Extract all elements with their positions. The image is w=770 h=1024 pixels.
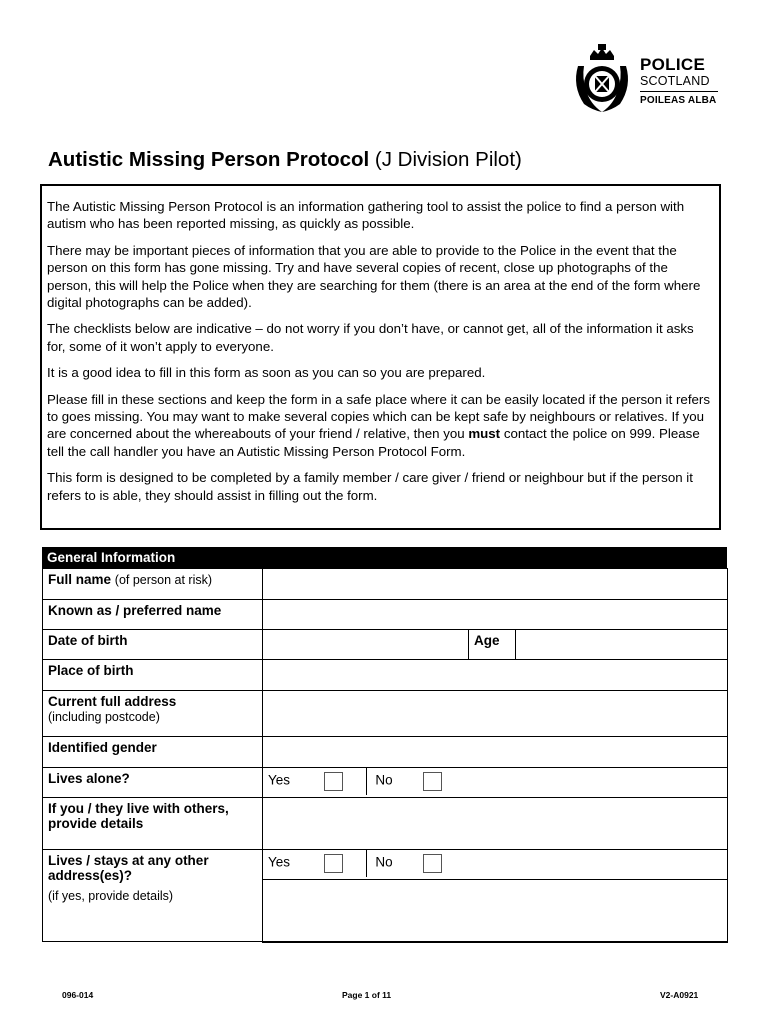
- live-with-field[interactable]: [263, 798, 728, 850]
- known-as-label: Known as / preferred name: [43, 600, 263, 630]
- logo-scotland-text: SCOTLAND: [640, 74, 710, 88]
- divider: [366, 767, 367, 795]
- police-scotland-logo: [568, 42, 728, 114]
- general-information-form: [42, 547, 727, 943]
- other-address-details-field[interactable]: [263, 880, 728, 942]
- lives-alone-label: Lives alone?: [43, 768, 263, 798]
- lives-alone-no-checkbox[interactable]: [423, 772, 442, 791]
- live-with-label: If you / they live with others, provide details: [43, 798, 263, 850]
- other-address-no-checkbox[interactable]: [423, 854, 442, 873]
- other-address-label: Lives / stays at any other address(es)? (if yes, provide details): [43, 850, 263, 942]
- address-field[interactable]: [263, 691, 728, 737]
- title-suffix: (J Division Pilot): [369, 148, 522, 171]
- intro-p5-part2: contact the police on 999. Please tell the call handler you have an Autistic Missing Person Protocol Form.: [47, 426, 700, 459]
- lives-alone-yes-checkbox[interactable]: [324, 772, 343, 791]
- section-header: General Information: [42, 547, 727, 568]
- dob-field[interactable]: [263, 630, 469, 660]
- intro-paragraph-4: It is a good idea to fill in this form as soon as you can so you are prepared.: [47, 365, 486, 381]
- intro-paragraph-5: [47, 391, 713, 461]
- lives-alone-options: [263, 768, 728, 798]
- police-crest-icon: [568, 42, 636, 114]
- divider: [366, 849, 367, 877]
- logo-alba-text: POILEAS ALBA: [640, 95, 717, 106]
- general-info-table: [42, 568, 728, 943]
- other-address-no-label: No: [375, 854, 393, 870]
- gender-field[interactable]: [263, 737, 728, 768]
- age-label: Age: [469, 630, 516, 660]
- age-field[interactable]: [516, 630, 728, 660]
- intro-box: [40, 184, 721, 530]
- other-address-yes-checkbox[interactable]: [324, 854, 343, 873]
- intro-paragraph-2: There may be important pieces of information that you are able to provide to the Police in the event that the person on this form has gone missing. Try and have several copies of recent, close up photographs of the person, this will help the Police when they are searching for them (there is an area at the end of the form where digital photographs can be added).: [47, 242, 701, 311]
- intro-p5-part1: Please fill in these sections and keep the form in a safe place where it can be easily located if the person it refers to goes missing. You may want to make several copies which can be kept safe by neighbours or relatives. If you are concerned about the whereabouts of your friend / relative, then you: [47, 391, 710, 442]
- intro-p5-emphasis: must: [468, 426, 501, 442]
- place-of-birth-field[interactable]: [263, 660, 728, 691]
- address-label: Current full address (including postcode): [43, 691, 263, 737]
- title-main: Autistic Missing Person Protocol: [48, 148, 370, 171]
- lives-alone-no-label: No: [375, 772, 393, 788]
- full-name-field[interactable]: [263, 569, 728, 600]
- footer-ref: 096-014: [62, 990, 94, 1000]
- intro-paragraph-1: The Autistic Missing Person Protocol is an information gathering tool to assist the police to find a person with autism who has been reported missing, as quickly as possible.: [47, 199, 685, 232]
- footer-page-number: Page 1 of 11: [342, 990, 392, 1000]
- logo-police-text: POLICE: [640, 55, 706, 74]
- known-as-field[interactable]: [263, 600, 728, 630]
- intro-paragraph-3: The checklists below are indicative – do not worry if you don’t have, or cannot get, all of the information it asks for, some of it won’t apply to everyone.: [47, 321, 694, 354]
- dob-label: Date of birth: [43, 630, 263, 660]
- footer-version: V2-A0921: [660, 990, 699, 1000]
- full-name-label: Full name (of person at risk): [43, 569, 263, 600]
- other-address-options: [263, 850, 728, 880]
- other-address-yes-label: Yes: [268, 854, 291, 870]
- gender-label: Identified gender: [43, 737, 263, 768]
- intro-paragraph-6: This form is designed to be completed by a family member / care giver / friend or neighbour but if the person it refers to is able, they should assist in filling out the form.: [47, 470, 693, 503]
- place-of-birth-label: Place of birth: [43, 660, 263, 691]
- page-title: [48, 148, 522, 172]
- logo-divider: [640, 91, 718, 92]
- lives-alone-yes-label: Yes: [268, 772, 291, 788]
